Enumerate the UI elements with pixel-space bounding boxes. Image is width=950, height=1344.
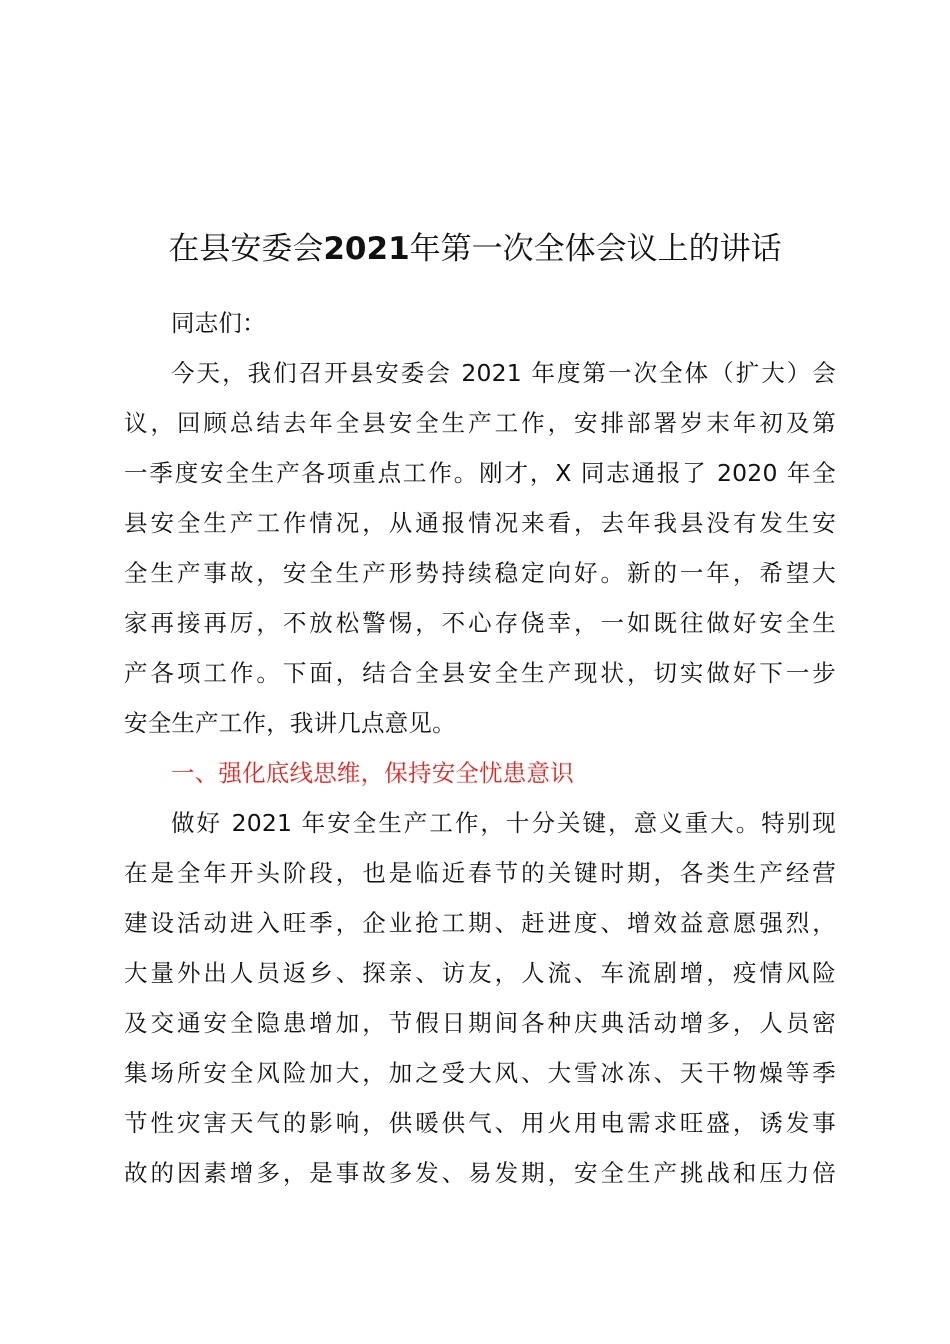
paragraph-2-line: 节性灾害天气的影响，供暖供气、用火用电需求旺盛，诱发事 [124, 1109, 836, 1137]
paragraph-2-line: 建设活动进入旺季，企业抢工期、赶进度、增效益意愿强烈， [124, 909, 836, 937]
paragraph-2-line: 做好 2021 年安全生产工作，十分关键，意义重大。特别现 [171, 809, 836, 837]
paragraph-1-line: 家再接再厉，不放松警惕，不心存侥幸，一如既往做好安全生 [124, 609, 836, 637]
paragraph-2-line: 及交通安全隐患增加，节假日期间各种庆典活动增多，人员密 [124, 1009, 836, 1037]
section-1-heading-text: 一、强化底线思维，保持安全忧患意识 [171, 759, 574, 787]
paragraph-1-line: 今天，我们召开县安委会 2021 年度第一次全体（扩大）会 [171, 359, 836, 387]
document-title [0, 224, 950, 274]
paragraph-1-line: 安全生产工作，我讲几点意见。 [124, 709, 456, 737]
paragraph-2 [124, 798, 836, 1198]
paragraph-2-line: 大量外出人员返乡、探亲、访友，人流、车流剧增，疫情风险 [124, 959, 836, 987]
paragraph-1-line: 一季度安全生产各项重点工作。刚才，X 同志通报了 2020 年全 [124, 459, 836, 487]
salutation-line: 同志们： [171, 309, 266, 337]
title-suffix: 年第一次全体会议上的讲话 [409, 231, 782, 267]
title-prefix: 在县安委会 [168, 231, 324, 267]
paragraph-1-line: 产各项工作。下面，结合全县安全生产现状，切实做好下一步 [124, 659, 836, 687]
paragraph-2-line: 集场所安全风险加大，加之受大风、大雪冰冻、天干物燥等季 [124, 1059, 836, 1087]
title-year: 2021 [323, 231, 410, 267]
salutation [124, 298, 836, 348]
section-1-heading [124, 748, 836, 798]
paragraph-1-line: 全生产事故，安全生产形势持续稳定向好。新的一年，希望大 [124, 559, 836, 587]
paragraph-2-line: 在是全年开头阶段，也是临近春节的关键时期，各类生产经营 [124, 859, 836, 887]
paragraph-1 [124, 348, 836, 748]
document-body [124, 298, 836, 1198]
paragraph-1-line: 县安全生产工作情况，从通报情况来看，去年我县没有发生安 [124, 509, 836, 537]
paragraph-1-line: 议，回顾总结去年全县安全生产工作，安排部署岁末年初及第 [124, 409, 836, 437]
paragraph-2-line: 故的因素增多，是事故多发、易发期，安全生产挑战和压力倍 [124, 1159, 836, 1187]
